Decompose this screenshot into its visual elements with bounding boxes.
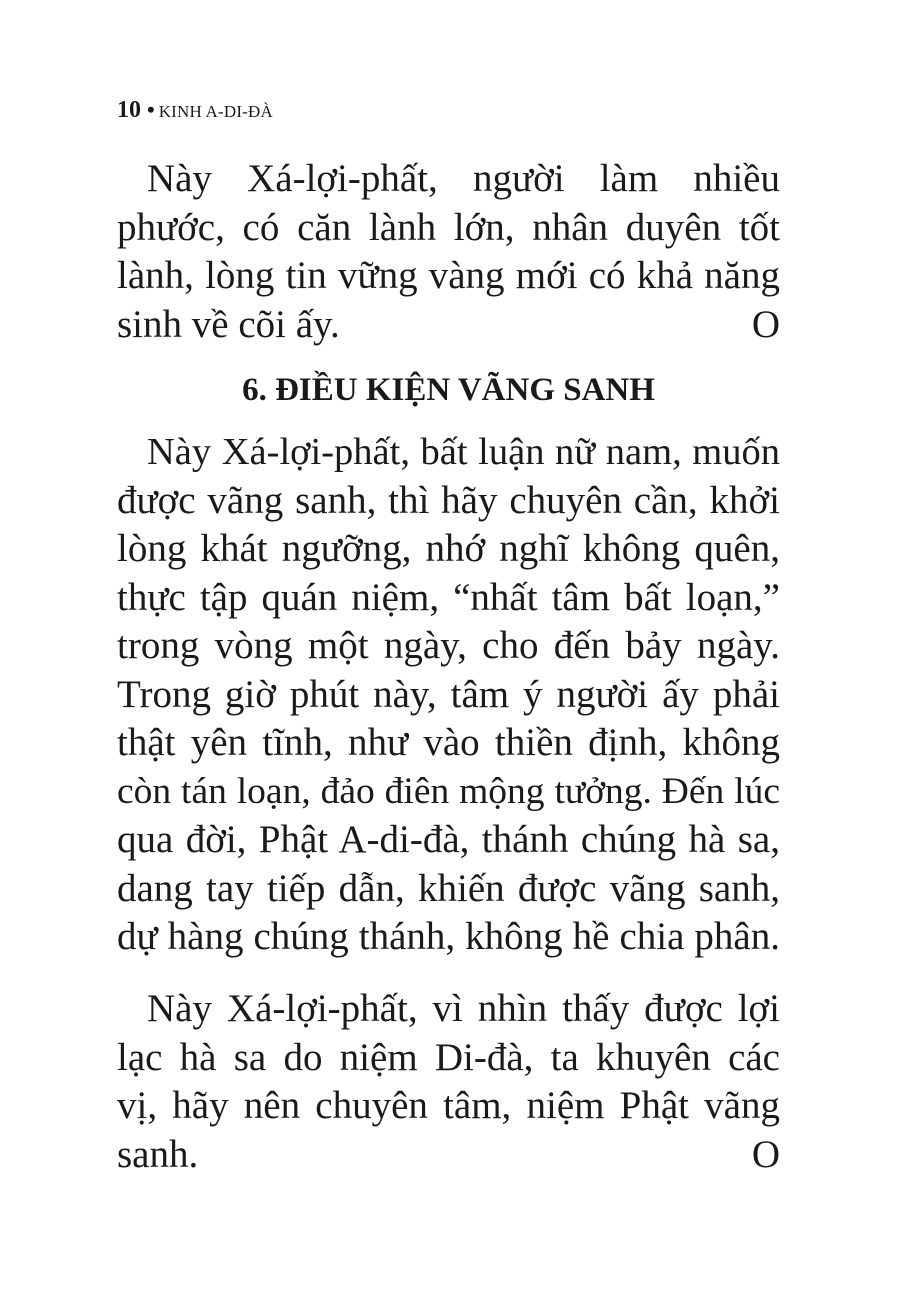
text-line: còn tán loạn, đảo điên mộng tưởng. Đến lúc <box>117 770 780 812</box>
text-line-ending <box>117 301 780 350</box>
text-line: dự hàng chúng thánh, không hề chia phân. <box>117 915 780 958</box>
paragraph-3 <box>117 985 780 1179</box>
end-mark: O <box>751 302 780 346</box>
text-line: Trong giờ phút này, tâm ý người ấy phải <box>117 672 780 716</box>
text-line: được vãng sanh, thì hãy chuyên cần, khởi <box>117 478 780 522</box>
page-number: 10 <box>117 97 141 123</box>
text-line: qua đời, Phật A-di-đà, thánh chúng hà sa, <box>117 818 780 861</box>
text-line: lành, lòng tin vững vàng mới có khả năng <box>117 254 780 297</box>
text-line: thật yên tĩnh, như vào thiền định, không <box>117 721 780 764</box>
text-line: vị, hãy nên chuyên tâm, niệm Phật vãng <box>117 1084 780 1127</box>
text-line: thực tập quán niệm, “nhất tâm bất loạn,” <box>117 575 780 619</box>
running-header <box>117 96 273 126</box>
text-line: dang tay tiếp dẫn, khiến được vãng sanh, <box>117 866 780 910</box>
text-line: lòng khát ngưỡng, nhớ nghĩ không quên, <box>117 527 780 570</box>
text-line: phước, có căn lành lớn, nhân duyên tốt <box>117 205 780 249</box>
section-heading: 6. ĐIỀU KIỆN VÃNG SANH <box>242 372 655 408</box>
text-line: Này Xá-lợi-phất, vì nhìn thấy được lợi <box>147 987 780 1030</box>
paragraph-1 <box>117 155 780 349</box>
text-line: Này Xá-lợi-phất, bất luận nữ nam, muốn <box>147 431 780 473</box>
text-line: lạc hà sa do niệm Di-đà, ta khuyên các <box>117 1035 780 1079</box>
paragraph-2 <box>117 428 780 962</box>
text-line: sanh. <box>117 1132 199 1176</box>
text-line: Này Xá-lợi-phất, người làm nhiều <box>147 157 780 200</box>
header-bullet: • <box>147 97 155 122</box>
book-title: KINH A-DI-ĐÀ <box>158 102 273 121</box>
end-mark: O <box>751 1132 780 1176</box>
text-line: sinh về cõi ấy. <box>117 302 340 346</box>
text-line-ending <box>117 1131 780 1180</box>
text-line: trong vòng một ngày, cho đến bảy ngày. <box>117 624 780 667</box>
